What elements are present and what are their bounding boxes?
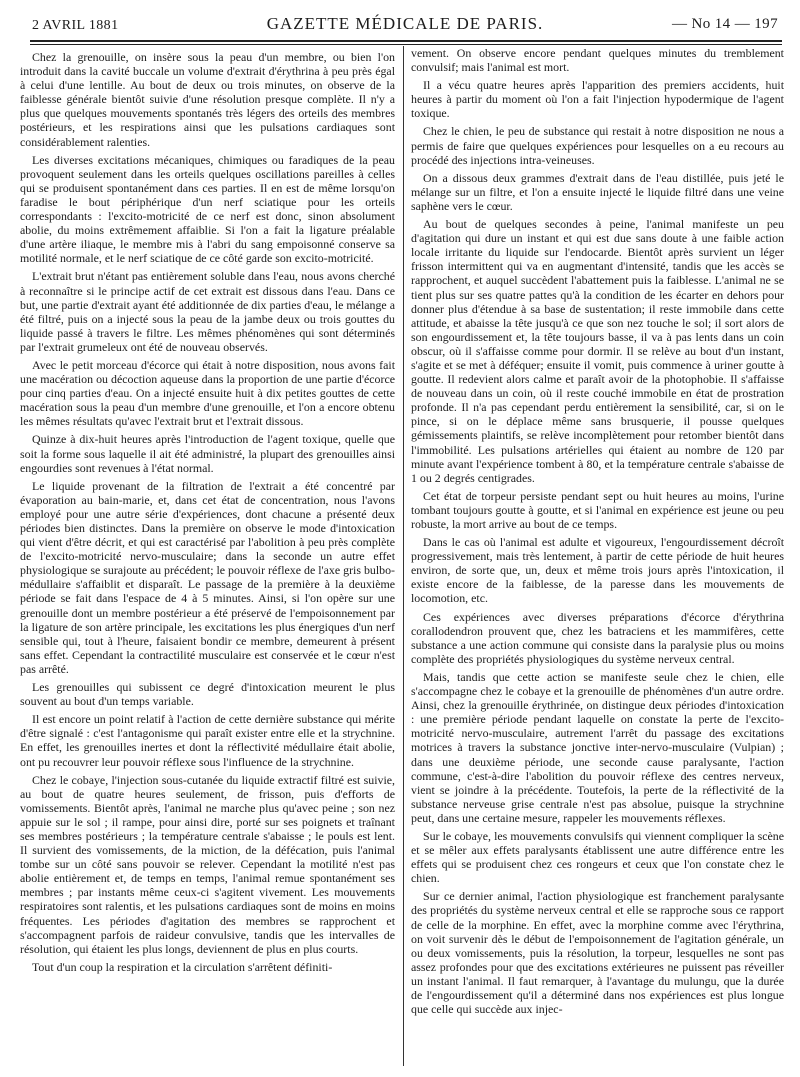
journal-title: GAZETTE MÉDICALE DE PARIS.	[266, 14, 544, 33]
paragraph: Quinze à dix-huit heures après l'introduction de l'agent toxique, quelle que soit la forme sous laquelle il ait été administré, la plupart des grenouilles ainsi engourdies sont revenues à l'état normal.	[20, 432, 395, 475]
paragraph: vement. On observe encore pendant quelques minutes du tremblement convulsif; mais l'animal est mort.	[411, 46, 784, 75]
right-column	[411, 46, 784, 1064]
paragraph: Chez le cobaye, l'injection sous-cutanée du liquide extractif filtré est suivie, au bout de quatre heures seulement, de frisson, puis d'efforts de vomissements. Bientôt après, l'animal ne marche plus qu'avec peine ; son nez appuie sur le sol ; il rampe, pour ainsi dire, porté sur ses poignets et traînant ses membres postérieurs ; la température centrale s'abaisse ; le pouls est lent. Il survient des vomissements, de la miction, de la défécation, puis l'animal tombe sur un côté sans pouvoir se relever. Cependant la motilité n'est pas abolie entièrement et, de temps en temps, l'animal remue spontanément ses membres ; par instants même ceux-ci s'agitent vivement. Les mouvements respiratoires sont ralentis, et les pulsations cardiaques sont de moins en moins fréquentes. Les périodes d'agitation des membres se rapprochent et s'accompagnent parfois de raideur convulsive, tandis que les intervalles de résolution, qui étaient les plus longs, deviennent de plus en plus courts.	[20, 772, 395, 956]
paragraph: On a dissous deux grammes d'extrait dans de l'eau distillée, puis jeté le mélange sur un filtre, et l'on a ensuite injecté le liquide filtré dans une veine saphène vers le cœur.	[411, 170, 784, 213]
paragraph: Mais, tandis que cette action se manifeste seule chez le chien, elle s'accompagne chez le cobaye et la grenouille de phénomènes d'un autre ordre. Ainsi, chez la grenouille érythrinée, on distingue deux périodes d'intoxication : une première période pendant laquelle on constate la perte de l'excito-motricité nervo-musculaire, autrement l'arrêt du passage des excitations motrices à travers la substance jonctive inter-nervo-musculaire (Vulpian) ; dans une deuxième période, une seconde cause paralysante, l'action commune, c'est-à-dire l'abolition du pouvoir réflexe des centres nerveux, vient se joindre à la précédente. Toutefois, la perte de la réflectivité de la substance nerveuse grise centrale n'est pas absolue, puisque la strychnine peut, dans une certaine mesure, rappeler les mouvements réflexes.	[411, 669, 784, 825]
paragraph: Sur le cobaye, les mouvements convulsifs qui viennent compliquer la scène et se mêler aux effets paralysants établissent une autre différence entre les effets qui se produisent chez ces rongeurs et ceux que l'on constate chez le chien.	[411, 828, 784, 886]
paragraph: Ces expériences avec diverses préparations d'écorce d'érythrina corallodendron prouvent que, chez les batraciens et les mammifères, cette substance a une action commune qui consiste dans la paralysie plus ou moins complète des propriétés physiologiques du système nerveux central.	[411, 609, 784, 666]
paragraph: Au bout de quelques secondes à peine, l'animal manifeste un peu d'agitation qui dure un instant et qui est due sans doute à une faible action locale irritante du liquide sur l'endocarde. Bientôt après survient un léger frisson intermittent qui va en augmentant d'intensité, tandis que les accès se rapprochent, et auquel succèdent l'abattement puis la faiblesse. L'animal ne se tient plus sur ses quatre pattes qu'à la condition de les écarter en dehors pour donner plus d'étendue à sa base de sustentation; il reste immobile dans cette attitude, et abaisse la tête jusqu'à ce que son nez touche le sol; il sort alors de son engourdissement et, la tête toujours basse, il va à pas lents dans un coin obscur, où il s'affaisse comme pour dormir. Il se relève au bout d'un instant, s'agite et se met à déféquer; ensuite il vomit, puis commence à uriner goutte à goutte. Il redevient alors calme et paraît avoir de la photophobie. Il s'affaisse de nouveau dans un coin, où il reste couché immobile en état de prostration profonde. Il n'a pas cependant perdu entièrement la sensibilité, car, si on le pince, si on le déplace même sans brusquerie, il pousse quelques gémissements plaintifs, se relève incomplètement pour retomber bientôt dans l'immobilité. Les pulsations artérielles qui étaient au nombre de 120 par minute avant l'expérience tombent à 80, et la température centrale s'abaisse de 1 ou 2 degrés centigrades.	[411, 217, 784, 485]
page-header	[32, 14, 778, 36]
column-divider	[403, 46, 404, 1066]
left-column	[20, 50, 395, 1068]
paragraph: Les grenouilles qui subissent ce degré d'intoxication meurent le plus souvent au bout d'un temps variable.	[20, 680, 395, 709]
paragraph: Tout d'un coup la respiration et la circulation s'arrêtent définiti-	[32, 959, 333, 974]
issue-date: 2 AVRIL 1881	[32, 18, 119, 33]
paragraph: Sur ce dernier animal, l'action physiologique est franchement paralysante des propriétés du système nerveux central et elle se rapproche sous ce rapport de celle de la morphine. En effet, avec la morphine comme avec l'érythrina, on voit survenir dès le début de l'empoisonnement de l'agitation générale, un ou deux vomissements, puis la résolution, la torpeur, lesquelles ne sont pas assez profondes pour que des excitations extérieures ne puissent pas réveiller un instant l'animal. Il faut remarquer, à l'avantage du mulungu, que la durée de l'engourdissement qu'il a déterminé dans nos expériences est plus longue que celle qui succède aux injec-	[411, 889, 784, 1017]
paragraph: Il est encore un point relatif à l'action de cette dernière substance qui mérite d'être signalé : c'est l'antagonisme qui paraît exister entre elle et la strychnine. En effet, les grenouilles inertes et dont la réflectivité médullaire était abolie, ont pu recouvrer leur pouvoir réflexe sous l'influence de la strychnine.	[20, 712, 395, 769]
header-rule	[30, 40, 782, 42]
header-rule-thin	[30, 44, 782, 45]
paragraph: Avec le petit morceau d'écorce qui était à notre disposition, nous avons fait une macération ou décoction aqueuse dans la proportion de une partie d'écorce pour cinq parties d'eau. On a injecté ensuite huit à dix petites gouttes de cette macération sous la peau d'un membre d'une grenouille, et l'on a encore obtenu les mêmes résultats qu'avec l'extrait brut et l'extrait dissous.	[20, 357, 395, 429]
paragraph: Chez la grenouille, on insère sous la peau d'un membre, ou bien l'on introduit dans la cavité buccale un volume d'extrait d'érythrina à peu près égal à celui d'une lentille. Au bout de deux ou trois minutes, on observe de la faiblesse générale bientôt suivie d'une résolution presque complète. Il n'y a plus que quelques mouvements spontanés très légers des orteils des membres postérieurs, et les respirations ainsi que les pulsations cardiaques sont considérablement ralenties.	[20, 50, 395, 149]
page-number: — No 14 — 197	[671, 16, 778, 32]
paragraph: Le liquide provenant de la filtration de l'extrait a été concentré par évaporation au bain-marie, et, dans cet état de concentration, nous l'avons employé pour une autre série d'expériences, dont chacune a présenté deux périodes bien distinctes. Dans la première on observe le mode d'intoxication qui vient d'être décrit, et qui est caractérisé par l'abolition à peu près complète de l'excito-motricité nervo-musculaire; dans la seconde un autre effet physiologique se surajoute au précédent; le pouvoir réflexe de l'axe gris bulbo-médullaire s'affaiblit et disparaît. Le passage de la première à la deuxième période se fait dans l'espace de 4 à 5 minutes. Ainsi, si l'on opère sur une grenouille dont un membre postérieur a été préservé de l'empoisonnement par la ligature de son artère principale, les excitations les plus énergiques d'un nerf sensible qui, tout à l'heure, faisaient bondir ce membre, demeurent à présent sans effet. Cependant la contractilité musculaire est conservée et le cœur n'est pas arrêté.	[20, 478, 395, 676]
paragraph: Cet état de torpeur persiste pendant sept ou huit heures au moins, l'urine tombant toujours goutte à goutte, et si l'animal en expérience est jeune ou peu robuste, la mort arrive au bout de ce temps.	[411, 488, 784, 531]
paragraph: L'extrait brut n'étant pas entièrement soluble dans l'eau, nous avons cherché à reconnaître si le principe actif de cet extrait est dissous dans l'eau. Dans ce but, une partie d'extrait ayant été additionnée de dix parties d'eau, le mélange a été filtré, puis on a injecté sous la peau de la jambe deux ou trois gouttes du liquide passé à travers le filtre. Les mêmes phénomènes qui sont déterminés par l'extrait grumeleux ont été de nouveau observés.	[20, 269, 395, 354]
paragraph: Dans le cas où l'animal est adulte et vigoureux, l'engourdissement décroît progressivement, mais très lentement, à partir de cette période de huit heures environ, de sorte que, un, deux et même trois jours après l'intoxication, il existe encore de la faiblesse, de la paresse dans les mouvements de locomotion, etc.	[411, 535, 784, 606]
paragraph: Il a vécu quatre heures après l'apparition des premiers accidents, huit heures à partir du moment où l'on a fait l'injection hypodermique de l'agent toxique.	[411, 78, 784, 121]
paragraph: Les diverses excitations mécaniques, chimiques ou faradiques de la peau provoquent seulement dans les orteils quelques oscillations pareilles à celles qui se produisent spontanément dans ces parties. Il en est de même lorsqu'on faradise le bout périphérique d'un nerf sciatique pour les orteils correspondants : l'excito-motricité de ce nerf est donc, sinon absolument abolie, du moins extrêmement affaiblie. Si l'on a fait la ligature préalable d'une artère iliaque, le membre mis à l'abri du sang empoisonné conserve sa motilité normale, et le nerf sciatique de ce côté garde son excito-motricité.	[20, 152, 395, 266]
paragraph: Chez le chien, le peu de substance qui restait à notre disposition ne nous a permis de faire que quelques expériences pour lesquelles on a eu recours au procédé des injections intra-veineuses.	[411, 124, 784, 167]
